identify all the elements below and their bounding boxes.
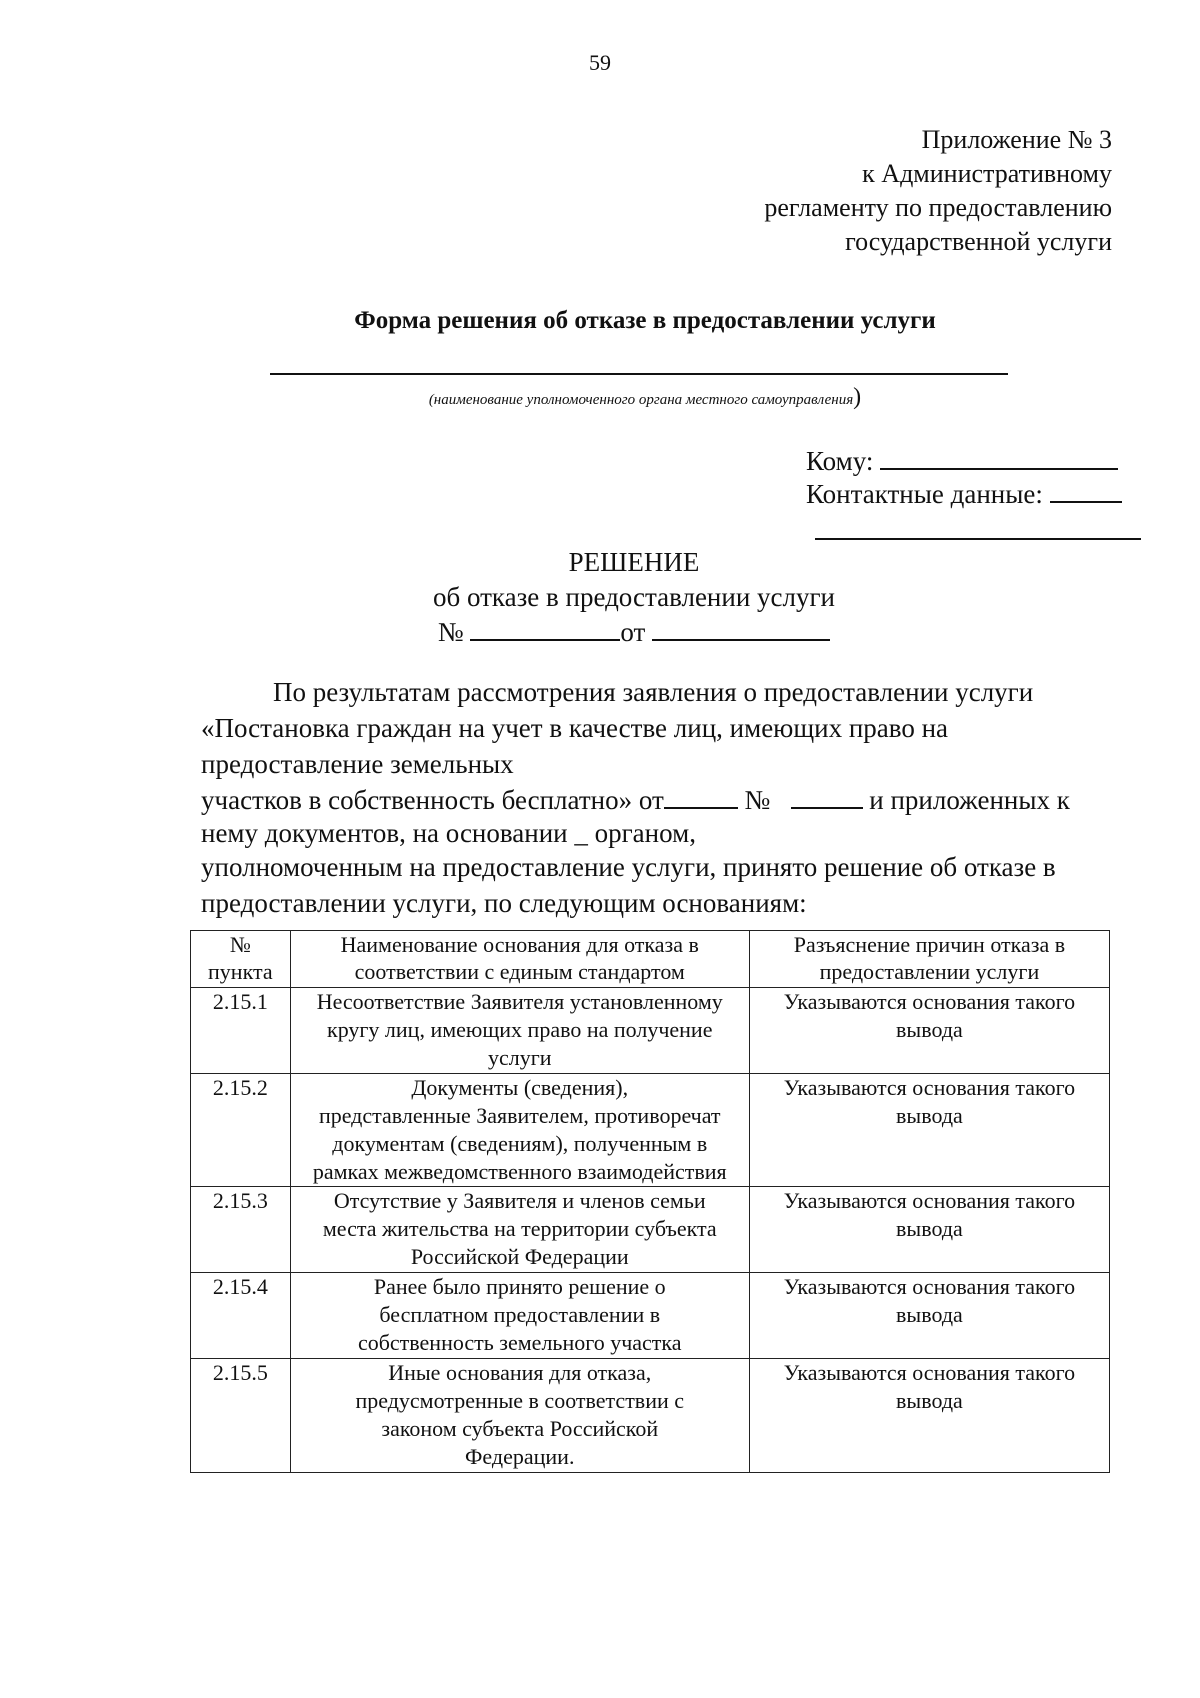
cell-text: 2.15.1	[212, 989, 268, 1014]
cell-text: Отсутствие у Заявителя и членов семьи	[333, 1188, 706, 1213]
cell-text: представленные Заявителем, противоречат	[318, 1103, 721, 1128]
appendix-line: государственной услуги	[845, 227, 1112, 256]
cell-text: вывода	[896, 1216, 963, 1241]
to-blank[interactable]	[880, 446, 1118, 470]
body-line: нему документов, на основании _ органом,	[201, 818, 696, 848]
cell-text: рамках межведомственного взаимодействия	[312, 1159, 727, 1184]
recipient-to	[806, 445, 1122, 478]
header-text: Разъяснение причин отказа в	[793, 932, 1066, 957]
cell-name	[290, 1273, 749, 1359]
cell-explanation	[749, 988, 1109, 1074]
body-text-part: и приложенных к	[869, 785, 1070, 815]
appendix-header	[764, 123, 1112, 259]
header-text: Наименование основания для отказа в	[340, 932, 699, 957]
body-line: предоставлении услуги, по следующим основаниям:	[201, 888, 807, 918]
cell-text: вывода	[896, 1302, 963, 1327]
table-row	[191, 1074, 1110, 1187]
decision-number-line	[0, 615, 1200, 650]
cell-text: Российской Федерации	[410, 1244, 629, 1269]
cell-name	[290, 1074, 749, 1187]
form-title: Форма решения об отказе в предоставлении услуги	[354, 307, 936, 334]
application-number-blank[interactable]	[791, 785, 863, 809]
cell-text: Иные основания для отказа,	[388, 1360, 652, 1385]
contacts-blank-line[interactable]	[815, 538, 1141, 540]
number-blank[interactable]	[470, 617, 620, 641]
cell-num	[191, 988, 291, 1074]
decision-header	[0, 545, 1200, 650]
cell-text: кругу лиц, имеющих право на получение	[327, 1017, 713, 1042]
org-caption-text: (наименование уполномоченного органа местного самоуправления	[428, 392, 854, 408]
org-caption-paren: )	[853, 384, 862, 410]
number-label: №	[437, 617, 464, 647]
cell-text: Указываются основания такого	[783, 1075, 1076, 1100]
cell-text: Указываются основания такого	[783, 1360, 1076, 1385]
cell-text: собственность земельного участка	[357, 1330, 682, 1355]
body-line: По результатам рассмотрения заявления о предоставлении услуги	[273, 677, 1034, 707]
appendix-line: к Административному	[862, 159, 1112, 188]
cell-text: вывода	[896, 1388, 963, 1413]
contacts-blank[interactable]	[1050, 479, 1122, 503]
header-num	[191, 931, 291, 988]
body-line: уполномоченным на предоставление услуги, принято решение об отказе в	[201, 852, 1056, 882]
cell-text: бесплатном предоставлении в	[379, 1302, 661, 1327]
cell-text: Указываются основания такого	[783, 1188, 1076, 1213]
cell-text: Федерации.	[465, 1444, 575, 1469]
body-line: предоставление земельных	[201, 749, 514, 779]
cell-num	[191, 1359, 291, 1473]
header-text: соответствии с единым стандартом	[354, 959, 685, 984]
table-row	[191, 988, 1110, 1074]
cell-text: услуги	[487, 1045, 552, 1070]
cell-text: законом субъекта Российской	[381, 1416, 659, 1441]
cell-name	[290, 988, 749, 1074]
recipient-contacts	[806, 478, 1122, 511]
body-text-part: участков в собственность бесплатно» от	[201, 785, 664, 815]
cell-text: 2.15.3	[212, 1188, 268, 1213]
cell-explanation	[749, 1187, 1109, 1273]
cell-text: Несоответствие Заявителя установленному	[316, 989, 723, 1014]
cell-name	[290, 1359, 749, 1473]
cell-explanation	[749, 1359, 1109, 1473]
cell-text: 2.15.2	[212, 1075, 268, 1100]
recipient-block	[806, 445, 1122, 511]
date-blank[interactable]	[652, 617, 830, 641]
body-line: «Постановка граждан на учет в качестве лиц, имеющих право на	[201, 713, 949, 743]
cell-text: Ранее было принято решение о	[373, 1274, 666, 1299]
decision-subheading: об отказе в предоставлении услуги	[432, 582, 836, 612]
cell-num	[191, 1187, 291, 1273]
to-label: Кому:	[806, 446, 874, 476]
cell-text: Документы (сведения),	[411, 1075, 629, 1100]
appendix-line: Приложение № 3	[921, 125, 1112, 154]
cell-num	[191, 1273, 291, 1359]
cell-explanation	[749, 1074, 1109, 1187]
cell-name	[290, 1187, 749, 1273]
header-text: предоставлении услуги	[819, 959, 1040, 984]
cell-text: Указываются основания такого	[783, 1274, 1076, 1299]
body-text-part: №	[744, 785, 771, 815]
body-line	[201, 782, 1121, 818]
header-text: №	[229, 932, 251, 957]
refusal-grounds-table	[190, 930, 1110, 1473]
cell-text: документам (сведениям), полученным в	[332, 1131, 708, 1156]
table-row	[191, 1359, 1110, 1473]
cell-text: 2.15.5	[212, 1360, 268, 1385]
table-header-row	[191, 931, 1110, 988]
cell-text: предусмотренные в соответствии с	[355, 1388, 685, 1413]
cell-num	[191, 1074, 291, 1187]
appendix-line: регламенту по предоставлению	[764, 193, 1112, 222]
cell-text: вывода	[896, 1103, 963, 1128]
header-text: пункта	[208, 959, 273, 984]
cell-text: вывода	[896, 1017, 963, 1042]
cell-text: места жительства на территории субъекта	[322, 1216, 717, 1241]
cell-explanation	[749, 1273, 1109, 1359]
header-explanation	[749, 931, 1109, 988]
header-name	[290, 931, 749, 988]
decision-body	[201, 674, 1121, 921]
decision-heading: РЕШЕНИЕ	[568, 547, 700, 577]
application-date-blank[interactable]	[664, 785, 738, 809]
cell-text: 2.15.4	[212, 1274, 268, 1299]
cell-text: Указываются основания такого	[783, 989, 1076, 1014]
page-number: 59	[589, 50, 611, 75]
org-name-blank[interactable]	[270, 373, 1008, 375]
org-caption	[0, 384, 1200, 411]
table-body	[191, 988, 1110, 1473]
contacts-label: Контактные данные:	[806, 479, 1043, 509]
table-row	[191, 1187, 1110, 1273]
table-row	[191, 1273, 1110, 1359]
from-label: от	[620, 617, 646, 647]
